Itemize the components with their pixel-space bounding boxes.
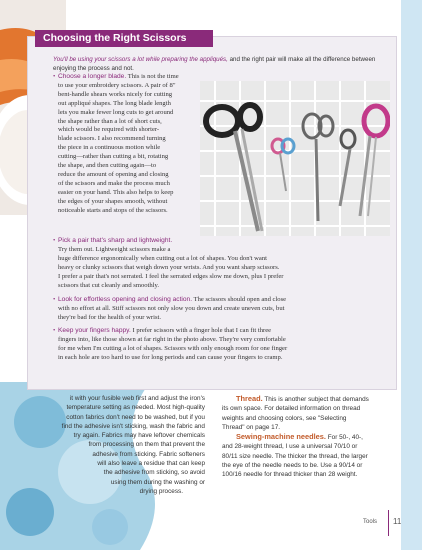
right-column-text: Thread. This is another subject that demands its own space. For detailed information on thread weights and choosing colors, see "Selecting Thread" on page 17. Sewing-machine needles. For 50-, 40-, and 28-weight thread, I use a universal 70/10 or 80/11 size needle. The thicker the thread, the larger the eye of the needle needs to be. Use a 90/14 or 100/16 needle for thread thicker than 28 weight. — [222, 394, 369, 479]
bullet-longer-blade: • Choose a longer blade. This is not the time to use your embroidery scissors. A pair of 8" bent-handle shears works nicely for cutting out appliqué shapes. The long blade length lets you make fewer long cuts to get around the shape rather than a lot of short cuts, which would be required with shorter- blade scissors. I also recommend turning the piece in a continuous motion while cutting—rather than cutting a bit, rotating the shape, and then cutting again—to reduce the amount of opening and closing of the scissors and make the process much easier on your hand. This also helps to keep the edges of your shapes smooth, without noticeable starts and stops of the scissors. — [53, 73, 179, 214]
bullet-fingers-happy: • Keep your fingers happy. I prefer scissors with a finger hole that I can fit three fingers into, like those shown at far right in the photo above. They're very comfortable for me when I'm cutting a lot of shapes. Scissors with only enough room for one finger in each hole are too hard to use for long periods and can cause your fingers to cramp. — [53, 327, 288, 361]
footer-divider — [388, 510, 389, 536]
footer-section: Tools — [363, 519, 378, 525]
page-number: 11 — [393, 517, 402, 526]
sidebar-title: Choosing the Right Scissors — [35, 30, 213, 47]
thread-heading: Thread. — [236, 394, 263, 403]
left-column-text: it with your fusible web first and adjust the iron's temperature setting as needed. Most high-quality cotton fabrics don't need to be washed, but if you find the adhesive isn't sticking, wash the fabric and try again. Fabrics may have leftover chemicals from processing on them that prevent the adhesive from sticking. Fabric softeners will also leave a residue that can keep the adhesive from sticking, so avoid using them during the washing or drying process. — [61, 395, 205, 495]
page-edge-strip — [401, 0, 422, 550]
sidebar-intro: You'll be using your scissors a lot while preparing the appliqués, and the right pair will make all the difference between enjoying the process and not. — [53, 56, 376, 72]
bullet-sharp-lightweight: • Pick a pair that's sharp and lightweight. Try them out. Lightweight scissors make a huge difference ergonomically when cutting out a lot of shapes. You don't want heavy or clunky scissors that weigh down your wrists. And you want sharp scissors. I prefer a pair that's not serrated. I feel the serrated edges slow me down, plus I prefer scissors that cut cleanly and smoothly. — [53, 237, 284, 289]
bullet-effortless-action: • Look for effortless opening and closing action. The scissors should open and close with no effort at all. Stiff scissors not only slow you down and create uneven cuts, but they're bad for the health of your wrist. — [53, 296, 287, 321]
scissors-photo — [200, 81, 390, 236]
sewing-needles-heading: Sewing-machine needles. — [236, 432, 326, 442]
